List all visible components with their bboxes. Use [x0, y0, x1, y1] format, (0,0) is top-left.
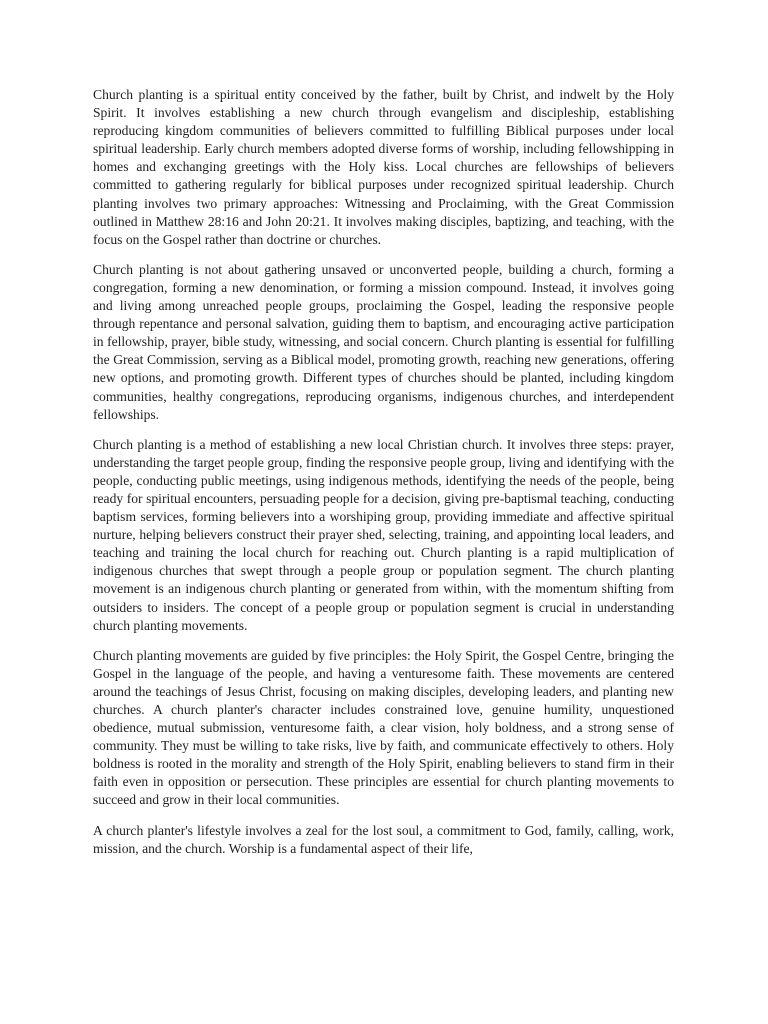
paragraph-5: A church planter's lifestyle involves a zeal for the lost soul, a commitment to God, family, calling, work, mission, and the church. Worship is a fundamental aspect of their life, [93, 822, 674, 856]
paragraph-3: Church planting is a method of establishing a new local Christian church. It involves three steps: prayer, understanding the target people group, finding the responsive people group, living and identifying with the people, conducting public meetings, using indigenous methods, identifying the needs of the people, being ready for spiritual encounters, persuading people for a decision, giving pre-baptismal teaching, conducting baptism services, forming believers into a worshiping group, providing immediate and affective spiritual nurture, helping believers construct their prayer shed, selecting, training, and appointing local leaders, and teaching and training the local church for reaching out. Church planting is a rapid multiplication of indigenous churches that swept through a people group or population segment. The church planting movement is an indigenous church planting or generated from within, with the momentum shifting from outsiders to insiders. The concept of a people group or population segment is crucial in understanding church planting movements. [93, 436, 674, 633]
paragraph-1: Church planting is a spiritual entity conceived by the father, built by Christ, and indwelt by the Holy Spirit. It involves establishing a new church through evangelism and discipleship, establishing reproducing kingdom communities of believers committed to fulfilling Biblical purposes under local spiritual leadership. Early church members adopted diverse forms of worship, including fellowshipping in homes and exchanging greetings with the Holy kiss. Local churches are fellowships of believers committed to gathering regularly for biblical purposes under recognized spiritual leadership. Church planting involves two primary approaches: Witnessing and Proclaiming, with the Great Commission outlined in Matthew 28:16 and John 20:21. It involves making disciples, baptizing, and teaching, with the focus on the Gospel rather than doctrine or churches. [93, 87, 674, 247]
document-body [93, 86, 674, 870]
paragraph-2: Church planting is not about gathering unsaved or unconverted people, building a church, forming a congregation, forming a new denomination, or forming a mission compound. Instead, it involves going and living among unreached people groups, proclaiming the Gospel, leading the responsive people through repentance and personal salvation, guiding them to baptism, and encouraging active participation in fellowship, prayer, bible study, witnessing, and social concern. Church planting is essential for fulfilling the Great Commission, serving as a Biblical model, promoting growth, reaching new generations, offering new options, and promoting growth. Different types of churches should be planted, including kingdom communities, healthy congregations, reproducing organisms, indigenous churches, and interdependent fellowships. [93, 261, 674, 422]
paragraph-4: Church planting movements are guided by five principles: the Holy Spirit, the Gospel Centre, bringing the Gospel in the language of the people, and having a venturesome faith. These movements are centered around the teachings of Jesus Christ, focusing on making disciples, developing leaders, and planting new churches. A church planter's character includes constrained love, genuine humility, unquestioned obedience, mutual submission, venturesome faith, a clear vision, holy boldness, and a strong sense of community. They must be willing to take risks, live by faith, and communicate effectively to others. Holy boldness is rooted in the morality and strength of the Holy Spirit, enabling believers to stand firm in their faith even in opposition or persecution. These principles are essential for church planting movements to succeed and grow in their local communities. [93, 647, 674, 808]
